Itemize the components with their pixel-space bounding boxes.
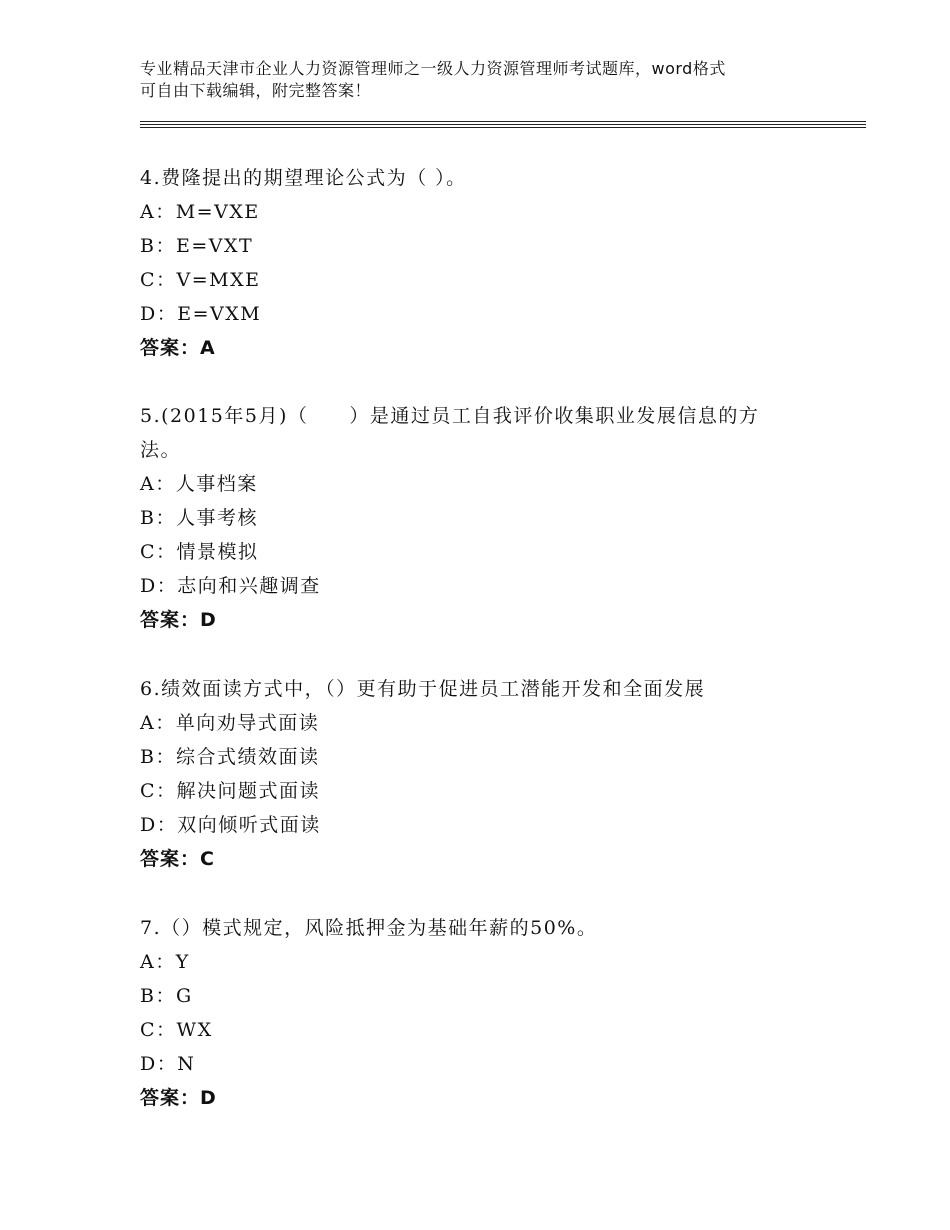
header-rule-top bbox=[140, 121, 866, 122]
header-rule-middle bbox=[140, 124, 866, 125]
option-c: C：情景模拟 bbox=[140, 541, 259, 563]
option-b: B：G bbox=[140, 985, 193, 1007]
option-d: D：双向倾听式面读 bbox=[140, 814, 321, 836]
option-a: A：人事档案 bbox=[140, 473, 258, 495]
question-stem: 5.(2015年5月)（ ）是通过员工自我评价收集职业发展信息的方 bbox=[140, 405, 760, 427]
option-c: C：WX bbox=[140, 1019, 213, 1041]
question-7 bbox=[140, 911, 810, 1115]
option-c: C：V=MXE bbox=[140, 269, 261, 291]
option-a: A：单向劝导式面读 bbox=[140, 712, 320, 734]
option-d: D：E=VXM bbox=[140, 303, 262, 325]
header-line-2: 可自由下载编辑，附完整答案！ bbox=[140, 81, 372, 100]
question-stem: 7.（）模式规定，风险抵押金为基础年薪的50%。 bbox=[140, 917, 598, 939]
option-d: D：志向和兴趣调查 bbox=[140, 575, 321, 597]
header-rule-bottom bbox=[140, 127, 866, 128]
question-4 bbox=[140, 161, 810, 365]
option-b: B：综合式绩效面读 bbox=[140, 746, 320, 768]
question-stem: 4.费隆提出的期望理论公式为（ ）。 bbox=[140, 167, 467, 189]
option-d: D：N bbox=[140, 1053, 196, 1075]
header-line-1: 专业精品天津市企业人力资源管理师之一级人力资源管理师考试题库，word格式 bbox=[140, 59, 726, 78]
answer-line: 答案：D bbox=[140, 1087, 217, 1109]
document-header bbox=[140, 58, 820, 102]
option-a: A：M=VXE bbox=[140, 201, 260, 223]
question-stem-continued: 法。 bbox=[140, 439, 182, 461]
option-a: A：Y bbox=[140, 951, 190, 973]
option-b: B：人事考核 bbox=[140, 507, 258, 529]
option-c: C：解决问题式面读 bbox=[140, 780, 321, 802]
answer-line: 答案：D bbox=[140, 609, 217, 631]
question-5 bbox=[140, 399, 810, 637]
option-b: B：E=VXT bbox=[140, 235, 254, 257]
question-6 bbox=[140, 672, 810, 876]
answer-line: 答案：C bbox=[140, 848, 215, 870]
answer-line: 答案：A bbox=[140, 337, 216, 359]
question-stem: 6.绩效面读方式中，（）更有助于促进员工潜能开发和全面发展 bbox=[140, 678, 706, 700]
